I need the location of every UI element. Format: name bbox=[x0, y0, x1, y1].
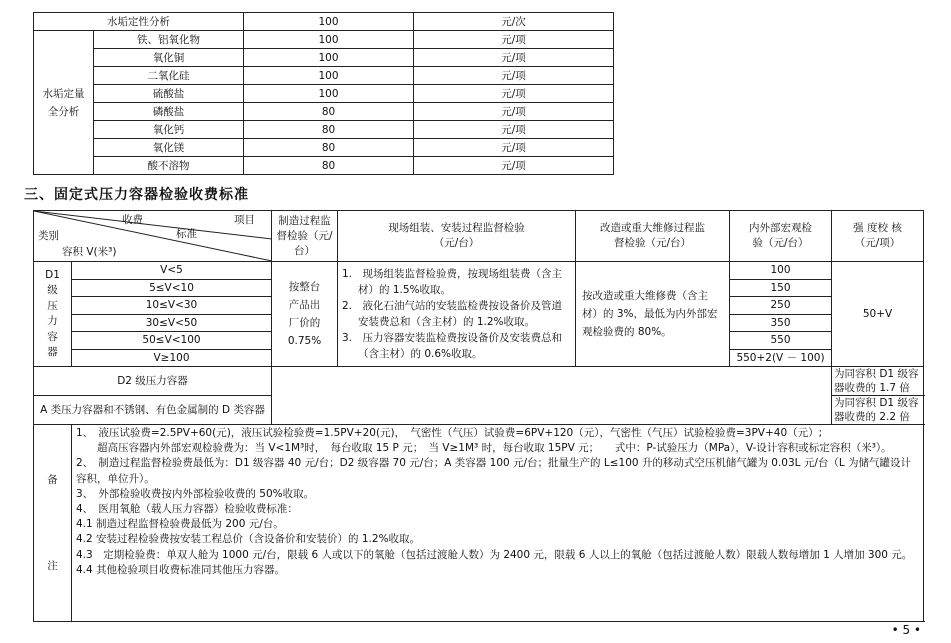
header-install: 现场组装、安装过程监督检验（元/台） bbox=[338, 211, 576, 262]
repair-fee-text: 按改造或重大维修费（含主材）的 3%，最低为内外部宏观检验费的 80%。 bbox=[576, 262, 730, 367]
item-unit: 元/项 bbox=[414, 67, 614, 85]
header-strength: 强 度校 核（元/项） bbox=[832, 211, 924, 262]
notes-content bbox=[72, 425, 924, 622]
volume-range: 50≤V<100 bbox=[72, 332, 272, 350]
corner-standard-label: 标准 bbox=[176, 228, 197, 240]
inspection-fee: 350 bbox=[730, 314, 832, 332]
notes-label: 备注 bbox=[34, 425, 72, 622]
scale-qualitative-price: 100 bbox=[244, 13, 414, 31]
manufacture-fee-text: 按整台产品出厂价的 0.75% bbox=[272, 262, 338, 367]
volume-range: 30≤V<50 bbox=[72, 314, 272, 332]
item-price: 80 bbox=[244, 139, 414, 157]
header-manufacture: 制造过程监督检验（元/台） bbox=[272, 211, 338, 262]
item-unit: 元/项 bbox=[414, 49, 614, 67]
item-name: 酸不溶物 bbox=[94, 157, 244, 175]
strength-fee: 50+V bbox=[832, 262, 924, 367]
volume-range: V<5 bbox=[72, 262, 272, 280]
note-line: 4.1 制造过程监督检验费最低为 200 元/台。 bbox=[76, 518, 284, 531]
item-price: 100 bbox=[244, 67, 414, 85]
a-category-label: A 类压力容器和不锈钢、有色金属制的 D 类容器 bbox=[34, 396, 272, 425]
inspection-fee: 100 bbox=[730, 262, 832, 280]
scale-qualitative-label: 水垢定性分析 bbox=[34, 13, 244, 31]
item-name: 硫酸盐 bbox=[94, 85, 244, 103]
item-price: 80 bbox=[244, 103, 414, 121]
a-fee: 为同容积 D1 级容器收费的 2.2 倍 bbox=[832, 396, 924, 425]
install-fee-list bbox=[338, 262, 576, 367]
item-price: 100 bbox=[244, 31, 414, 49]
page-number: • 5 • bbox=[891, 623, 921, 637]
volume-range: 10≤V<30 bbox=[72, 297, 272, 315]
scale-qualitative-unit: 元/次 bbox=[414, 13, 614, 31]
inspection-fee: 550+2(V － 100) bbox=[730, 349, 832, 367]
inspection-fee: 550 bbox=[730, 332, 832, 350]
inspection-fee: 150 bbox=[730, 279, 832, 297]
header-inspection: 内外部宏观检 验（元/台） bbox=[730, 211, 832, 262]
volume-range: V≥100 bbox=[72, 349, 272, 367]
item-name: 氧化镁 bbox=[94, 139, 244, 157]
item-price: 100 bbox=[244, 49, 414, 67]
install-rule: 1. 现场组装监督检验费，按现场组装费（含主材）的 1.5%收取。 bbox=[342, 268, 563, 296]
note-line: 4.3 定期检验费：单双人舱为 1000 元/台，限载 6 人或以下的氧舱（包括过渡舱人数）为 2400 元，限载 6 人以上的氧舱（包括过渡舱人数）限载人数每增加 1 人增加 300 元。 bbox=[76, 548, 913, 561]
install-rule: 2. 液化石油气站的安装监检费按设备价及管道安装费总和（含主材）的 1.2%收取。 bbox=[342, 300, 563, 328]
item-unit: 元/项 bbox=[414, 139, 614, 157]
d2-fee: 为同容积 D1 级容器收费的 1.7 倍 bbox=[832, 367, 924, 396]
inspection-fee: 250 bbox=[730, 297, 832, 315]
install-rule: 3. 压力容器安装监检费按设备价及安装费总和（含主材）的 0.6%收取。 bbox=[342, 332, 563, 360]
pressure-vessel-fee-table bbox=[33, 210, 924, 622]
water-scale-fee-table bbox=[33, 12, 924, 175]
corner-header bbox=[34, 211, 272, 262]
corner-category-label: 类别 bbox=[38, 230, 59, 242]
item-name: 二氧化硅 bbox=[94, 67, 244, 85]
item-unit: 元/项 bbox=[414, 103, 614, 121]
item-name: 氧化铜 bbox=[94, 49, 244, 67]
note-line: 2、 制造过程监督检验费最低为：D1 级容器 40 元/台；D2 级容器 70 元/台；A 类容器 100 元/台；批量生产的 L≤100 升的移动式空压机储气罐为 0.03L 元/台（L 为储气罐设计容积，单位升）。 bbox=[76, 457, 912, 485]
blank-area bbox=[614, 13, 924, 175]
note-line: 4.2 安装过程检验费按安装工程总价（含设备价和安装价）的 1.2%收取。 bbox=[76, 533, 421, 546]
corner-volume-label: 容积 V(米³) bbox=[62, 246, 117, 258]
d2-spacer bbox=[272, 367, 832, 396]
d2-category-label: D2 级压力容器 bbox=[34, 367, 272, 396]
volume-range: 5≤V<10 bbox=[72, 279, 272, 297]
corner-item-label: 项目 bbox=[234, 214, 255, 226]
item-price: 80 bbox=[244, 157, 414, 175]
note-line: 超高压容器内外部宏观检验费为：当 V<1M³时， 每台收取 15 P 元； 当 V≥1M³ 时，每台收取 15PV 元； 式中：P-试验压力（MPa），V-设计容积或标定容积（米³）。 bbox=[76, 442, 892, 455]
note-line: 1、 液压试验费=2.5PV+60(元)，液压试验检验费=1.5PV+20(元)， 气密性（气压）试验费=6PV+120（元），气密性（气压）试验检验费=3PV+40（元）; bbox=[76, 427, 823, 439]
item-price: 80 bbox=[244, 121, 414, 139]
note-line: 3、 外部检验收费按内外部检验收费的 50%收取。 bbox=[76, 487, 315, 500]
d1-category-label: D1级压力容器 bbox=[34, 262, 72, 367]
item-price: 100 bbox=[244, 85, 414, 103]
item-name: 磷酸盐 bbox=[94, 103, 244, 121]
a-spacer bbox=[272, 396, 832, 425]
section-title: 三、固定式压力容器检验收费标准 bbox=[24, 187, 249, 203]
item-unit: 元/项 bbox=[414, 157, 614, 175]
corner-fee-label: 收费 bbox=[122, 214, 143, 226]
note-line: 4、 医用氧舱（载人压力容器）检验收费标准： bbox=[76, 503, 298, 516]
note-line: 4.4 其他检验项目收费标准同其他压力容器。 bbox=[76, 563, 286, 576]
item-unit: 元/项 bbox=[414, 31, 614, 49]
item-unit: 元/项 bbox=[414, 121, 614, 139]
item-unit: 元/项 bbox=[414, 85, 614, 103]
header-repair: 改造或重大维修过程监督检验（元/台） bbox=[576, 211, 730, 262]
item-name: 氧化钙 bbox=[94, 121, 244, 139]
item-name: 铁、铝氧化物 bbox=[94, 31, 244, 49]
scale-quantitative-group-label: 水垢定量全分析 bbox=[34, 31, 94, 175]
